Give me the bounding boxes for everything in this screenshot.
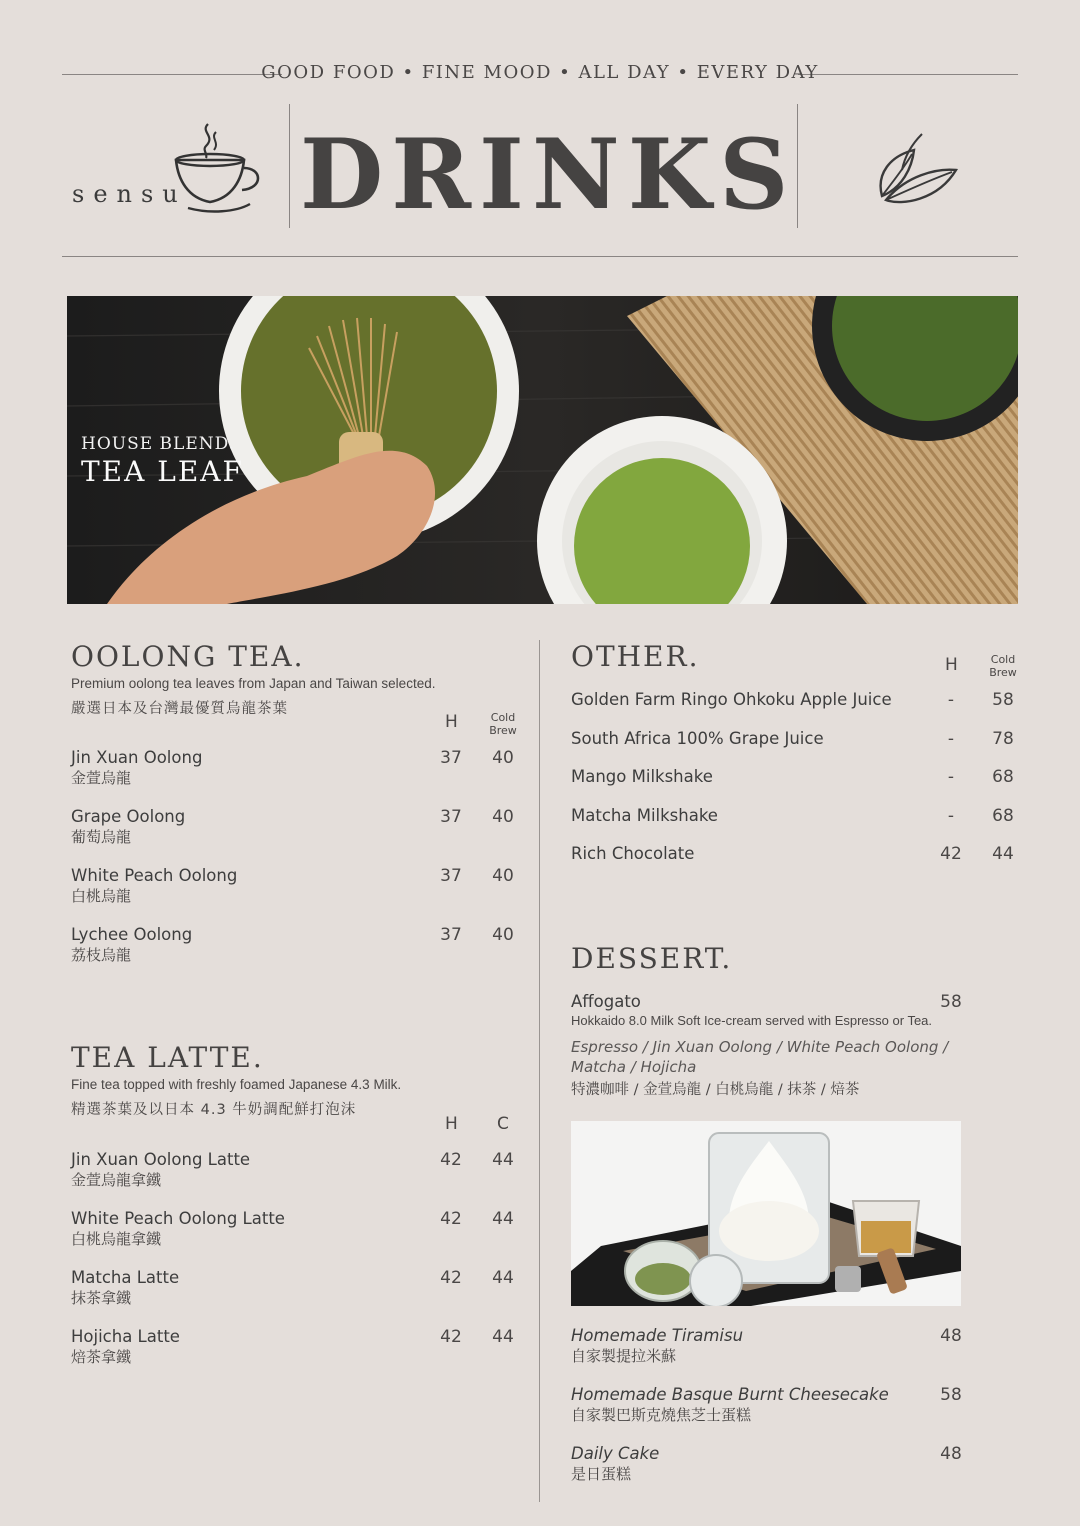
list-item bbox=[571, 844, 1021, 883]
col-header-cold-brew: Cold Brew bbox=[989, 653, 1017, 679]
item-name: Matcha Latte bbox=[71, 1268, 180, 1287]
item-name-zh: 葡萄烏龍 bbox=[71, 828, 132, 846]
price-cold: 78 bbox=[992, 728, 1014, 749]
price: 48 bbox=[940, 1444, 962, 1464]
dessert-list bbox=[571, 1326, 1021, 1503]
affogato-options-zh: 特濃咖啡 / 金萱烏龍 / 白桃烏龍 / 抹茶 / 焙茶 bbox=[571, 1082, 860, 1098]
section-title-dessert: DESSERT. bbox=[571, 942, 733, 975]
price-hot: 42 bbox=[940, 844, 962, 865]
list-item bbox=[571, 1444, 1021, 1503]
section-title-oolong: OOLONG TEA. bbox=[71, 640, 305, 673]
price-cold: 68 bbox=[992, 805, 1014, 826]
list-item bbox=[71, 866, 531, 925]
price-hot: 42 bbox=[440, 1150, 462, 1170]
price-hot: 37 bbox=[440, 748, 462, 768]
price-hot: 37 bbox=[440, 807, 462, 827]
banner-title: TEA LEAF bbox=[81, 455, 244, 488]
item-name: White Peach Oolong Latte bbox=[71, 1209, 285, 1228]
section-desc-oolong: Premium oolong tea leaves from Japan and Taiwan selected. bbox=[71, 676, 436, 691]
price-cold: 40 bbox=[492, 925, 514, 945]
affogato-name: Affogato bbox=[571, 992, 641, 1011]
list-item bbox=[71, 1327, 531, 1386]
item-name-zh: 白桃烏龍拿鐵 bbox=[71, 1230, 162, 1248]
list-item bbox=[71, 1268, 531, 1327]
price-hot: - bbox=[947, 690, 955, 710]
affogato-desc: Hokkaido 8.0 Milk Soft Ice-cream served with Espresso or Tea. bbox=[571, 1013, 933, 1028]
price-hot: - bbox=[947, 805, 955, 826]
item-name: Rich Chocolate bbox=[571, 844, 695, 864]
brand-name: sensu bbox=[72, 180, 187, 208]
banner-subtitle: HOUSE BLEND. bbox=[81, 434, 236, 454]
item-name: Daily Cake bbox=[571, 1444, 660, 1463]
list-item bbox=[571, 767, 1021, 806]
section-desc-zh-latte: 精選茶葉及以日本 4.3 牛奶調配鮮打泡沫 bbox=[71, 1102, 357, 1118]
col-header-cold: C bbox=[497, 1114, 509, 1134]
col-header-cold-brew: Cold Brew bbox=[489, 711, 517, 737]
price: 58 bbox=[940, 1385, 962, 1405]
list-item bbox=[571, 806, 1021, 845]
col-header-hot: H bbox=[945, 655, 958, 675]
price-hot: - bbox=[947, 767, 955, 788]
price-hot: - bbox=[947, 728, 955, 749]
price-cold: 40 bbox=[492, 807, 514, 827]
latte-list bbox=[71, 1150, 531, 1386]
item-name: Matcha Milkshake bbox=[571, 805, 718, 825]
col-header-hot: H bbox=[445, 712, 458, 732]
price-cold: 40 bbox=[492, 748, 514, 768]
price-hot: 42 bbox=[440, 1209, 462, 1229]
column-divider bbox=[539, 640, 540, 1502]
header-divider-right bbox=[797, 104, 798, 228]
item-name: South Africa 100% Grape Juice bbox=[571, 728, 824, 748]
price-cold: 44 bbox=[492, 1268, 514, 1288]
list-item bbox=[571, 1385, 1021, 1444]
item-name: Grape Oolong bbox=[71, 807, 186, 826]
item-name-zh: 抹茶拿鐵 bbox=[71, 1289, 132, 1307]
item-name-zh: 金萱烏龍拿鐵 bbox=[71, 1171, 162, 1189]
affogato-options: Espresso / Jin Xuan Oolong / White Peach Oolong / bbox=[571, 1038, 949, 1056]
list-item bbox=[71, 1150, 531, 1209]
header-rule bbox=[62, 256, 1018, 257]
item-name: Hojicha Latte bbox=[71, 1327, 180, 1346]
section-title-latte: TEA LATTE. bbox=[71, 1041, 264, 1074]
item-name-zh: 是日蛋糕 bbox=[571, 1465, 632, 1483]
item-name: White Peach Oolong bbox=[71, 866, 238, 885]
tea-leaf-icon bbox=[872, 130, 962, 206]
affogato-photo bbox=[571, 1121, 961, 1306]
tagline: GOOD FOOD • FINE MOOD • ALL DAY • EVERY DAY bbox=[261, 62, 819, 83]
item-name-zh: 白桃烏龍 bbox=[71, 887, 132, 905]
price-cold: 40 bbox=[492, 866, 514, 886]
page-title: DRINKS bbox=[300, 118, 797, 231]
item-name-zh: 自家製巴斯克燒焦芝士蛋糕 bbox=[571, 1406, 752, 1424]
item-name-zh: 自家製提拉米蘇 bbox=[571, 1347, 677, 1365]
list-item bbox=[571, 690, 1021, 729]
section-desc-latte: Fine tea topped with freshly foamed Japanese 4.3 Milk. bbox=[71, 1077, 402, 1092]
item-name: Homemade Tiramisu bbox=[571, 1326, 744, 1345]
list-item bbox=[71, 925, 531, 984]
item-name: Jin Xuan Oolong Latte bbox=[71, 1150, 251, 1169]
item-name-zh: 焙茶拿鐵 bbox=[71, 1348, 132, 1366]
list-item bbox=[571, 729, 1021, 768]
header-divider-left bbox=[289, 104, 290, 228]
item-name: Mango Milkshake bbox=[571, 767, 713, 787]
list-item bbox=[71, 748, 531, 807]
tagline-bar bbox=[62, 62, 1018, 90]
affogato-price: 58 bbox=[940, 992, 962, 1012]
list-item bbox=[71, 1209, 531, 1268]
price-hot: 37 bbox=[440, 925, 462, 945]
col-header-hot: H bbox=[445, 1114, 458, 1134]
price-cold: 58 bbox=[992, 690, 1014, 710]
price-hot: 42 bbox=[440, 1268, 462, 1288]
item-name: Golden Farm Ringo Ohkoku Apple Juice bbox=[571, 690, 892, 709]
price-hot: 42 bbox=[440, 1327, 462, 1347]
price-cold: 44 bbox=[492, 1209, 514, 1229]
price-hot: 37 bbox=[440, 866, 462, 886]
price-cold: 68 bbox=[992, 767, 1014, 788]
price-cold: 44 bbox=[492, 1327, 514, 1347]
price-cold: 44 bbox=[992, 844, 1014, 865]
item-name-zh: 荔枝烏龍 bbox=[71, 946, 132, 964]
item-name: Homemade Basque Burnt Cheesecake bbox=[571, 1385, 889, 1404]
list-item bbox=[71, 807, 531, 866]
oolong-list bbox=[71, 748, 531, 984]
section-title-other: OTHER. bbox=[571, 640, 700, 673]
item-name-zh: 金萱烏龍 bbox=[71, 769, 132, 787]
other-list bbox=[571, 690, 1021, 883]
price: 48 bbox=[940, 1326, 962, 1346]
section-desc-zh-oolong: 嚴選日本及台灣最優質烏龍茶葉 bbox=[71, 701, 288, 717]
item-name: Lychee Oolong bbox=[71, 925, 193, 944]
item-name: Jin Xuan Oolong bbox=[71, 748, 203, 767]
price-cold: 44 bbox=[492, 1150, 514, 1170]
affogato-options-2: Matcha / Hojicha bbox=[571, 1058, 697, 1076]
list-item bbox=[571, 1326, 1021, 1385]
